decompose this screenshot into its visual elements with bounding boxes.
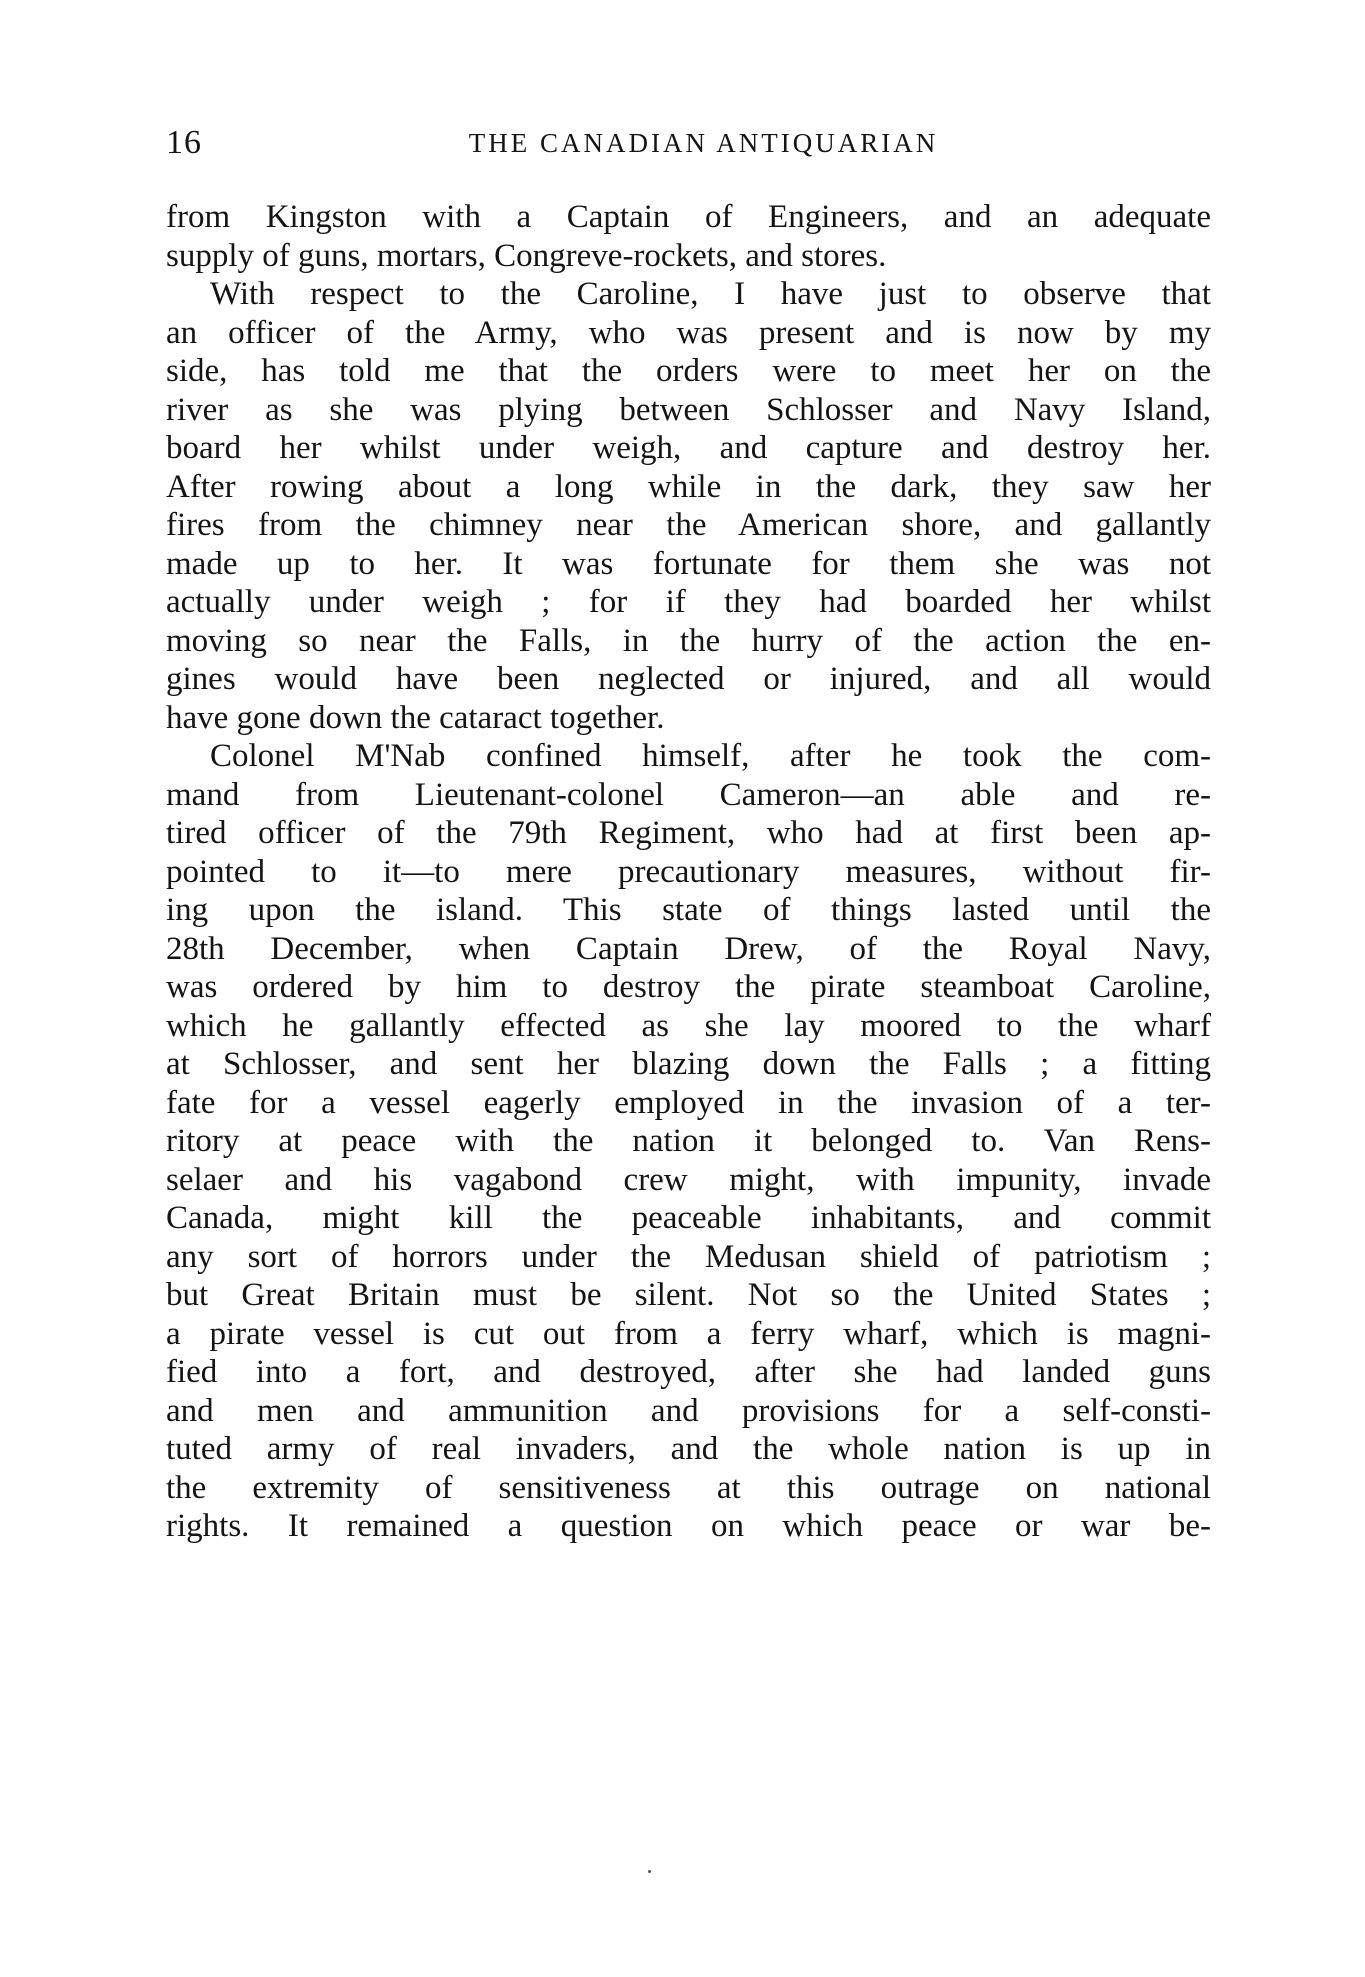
- text-line: ritory at peace with the nation it belonged to. Van Rens-: [166, 1123, 1211, 1159]
- text-line: fires from the chimney near the American shore, and gallantly: [166, 507, 1211, 543]
- text-line: but Great Britain must be silent. Not so the United States ;: [166, 1277, 1211, 1313]
- text-line: and men and ammunition and provisions for a self-consti-: [166, 1392, 1211, 1429]
- text-line: was ordered by him to destroy the pirate steamboat Caroline,: [166, 969, 1211, 1005]
- text-line: made up to her. It was fortunate for them she was not: [166, 545, 1211, 582]
- text-line: a pirate vessel is cut out from a ferry wharf, which is magni-: [166, 1315, 1211, 1352]
- text-line: selaer and his vagabond crew might, with impunity, invade: [166, 1161, 1211, 1198]
- print-speck: [648, 1870, 651, 1873]
- text-line: moving so near the Falls, in the hurry of the action the en-: [166, 622, 1211, 659]
- text-line: river as she was plying between Schlosser and Navy Island,: [166, 391, 1211, 428]
- text-line: After rowing about a long while in the dark, they saw her: [166, 468, 1211, 505]
- text-line: side, has told me that the orders were to meet her on the: [166, 353, 1211, 389]
- text-line: Canada, might kill the peaceable inhabitants, and commit: [166, 1200, 1211, 1236]
- text-line: at Schlosser, and sent her blazing down the Falls ; a fitting: [166, 1046, 1211, 1082]
- text-line: an officer of the Army, who was present and is now by my: [166, 314, 1211, 351]
- text-line: have gone down the cataract together.: [166, 699, 665, 736]
- text-line: fate for a vessel eagerly employed in the invasion of a ter-: [166, 1084, 1211, 1121]
- text-line: ing upon the island. This state of things lasted until the: [166, 892, 1211, 928]
- body-text: [166, 198, 1211, 1546]
- text-line: board her whilst under weigh, and capture and destroy her.: [166, 430, 1211, 466]
- text-line: from Kingston with a Captain of Engineers, and an adequate: [166, 199, 1211, 235]
- text-line: the extremity of sensitiveness at this outrage on national: [166, 1469, 1211, 1506]
- text-line: pointed to it—to mere precautionary measures, without fir-: [166, 853, 1211, 890]
- text-line: mand from Lieutenant-colonel Cameron—an able and re-: [166, 776, 1211, 813]
- text-line: actually under weigh ; for if they had boarded her whilst: [166, 584, 1211, 620]
- text-line: tuted army of real invaders, and the whole nation is up in: [166, 1431, 1211, 1467]
- page-number: 16: [166, 124, 202, 161]
- text-line: rights. It remained a question on which peace or war be-: [166, 1508, 1211, 1544]
- text-line: supply of guns, mortars, Congreve-rockets, and stores.: [166, 237, 887, 274]
- text-line: any sort of horrors under the Medusan shield of patriotism ;: [166, 1238, 1211, 1275]
- running-head: THE CANADIAN ANTIQUARIAN: [468, 128, 939, 158]
- page-header: [166, 118, 1211, 168]
- text-line: fied into a fort, and destroyed, after she had landed guns: [166, 1354, 1211, 1390]
- text-line: 28th December, when Captain Drew, of the Royal Navy,: [166, 930, 1211, 967]
- text-line: tired officer of the 79th Regiment, who had at first been ap-: [166, 815, 1211, 851]
- text-line: gines would have been neglected or injured, and all would: [166, 661, 1211, 697]
- text-line: With respect to the Caroline, I have just to observe that: [210, 276, 1211, 312]
- text-line: Colonel M'Nab confined himself, after he took the com-: [210, 738, 1211, 774]
- text-line: which he gallantly effected as she lay moored to the wharf: [166, 1007, 1211, 1044]
